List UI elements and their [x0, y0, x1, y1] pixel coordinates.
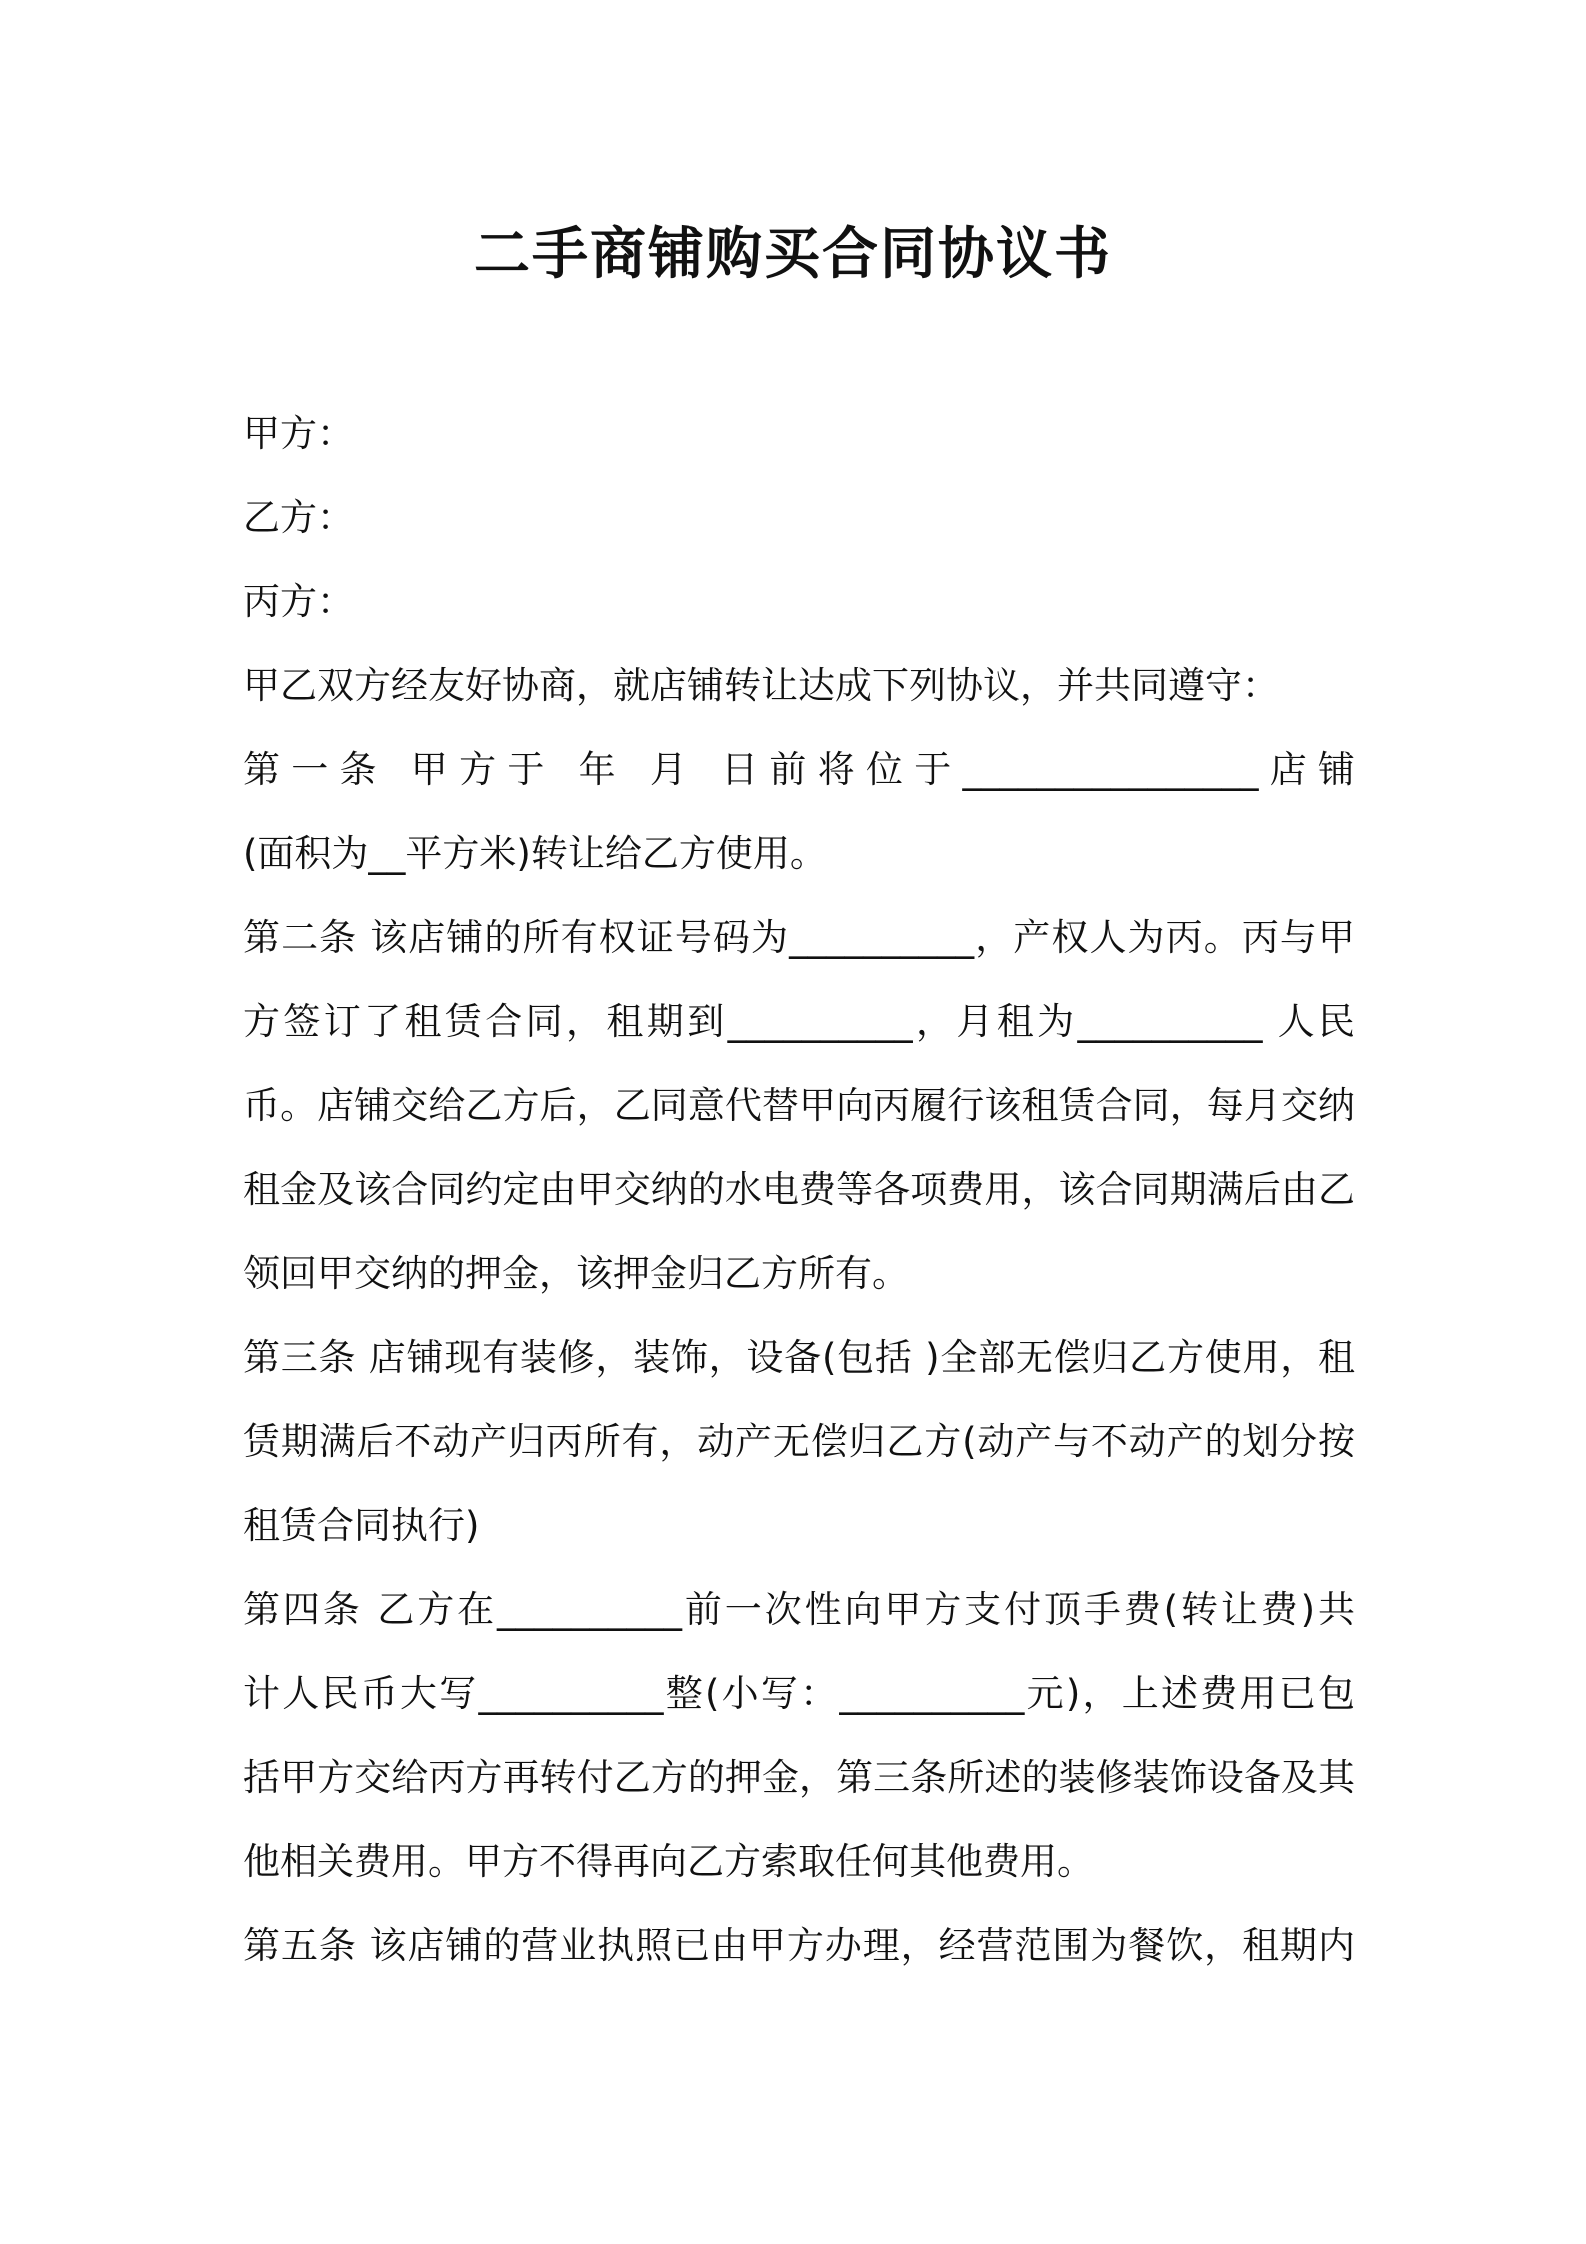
party-a-line: 甲方：: [243, 412, 354, 455]
article-2-line-3: 币。店铺交给乙方后，乙同意代替甲向丙履行该租赁合同，每月交纳: [243, 1084, 1355, 1127]
article-2-line-4: 租金及该合同约定由甲交纳的水电费等各项费用，该合同期满后由乙: [243, 1168, 1355, 1211]
party-b-line: 乙方：: [243, 496, 354, 539]
article-4-line-3: 括甲方交给丙方再转付乙方的押金，第三条所述的装修装饰设备及其: [243, 1756, 1355, 1799]
article-3-line-1: 第三条 店铺现有装修，装饰，设备(包括 )全部无偿归乙方使用，租: [243, 1336, 1355, 1379]
preamble-line: 甲乙双方经友好协商，就店铺转让达成下列协议，并共同遵守：: [243, 664, 1279, 707]
party-c-line: 丙方：: [243, 580, 354, 623]
article-2-line-5: 领回甲交纳的押金，该押金归乙方所有。: [243, 1252, 909, 1295]
article-3-line-2: 赁期满后不动产归丙所有，动产无偿归乙方(动产与不动产的划分按: [243, 1420, 1355, 1463]
article-5-line-1: 第五条 该店铺的营业执照已由甲方办理，经营范围为餐饮，租期内: [243, 1924, 1355, 1967]
document-title: 二手商铺购买合同协议书: [474, 222, 1112, 287]
article-4-line-4: 他相关费用。甲方不得再向乙方索取任何其他费用。: [243, 1840, 1094, 1883]
article-2-line-2: 方签订了租赁合同，租期到__________，月租为__________ 人民: [243, 1000, 1355, 1043]
article-4-line-1: 第四条 乙方在__________前一次性向甲方支付顶手费(转让费)共: [243, 1588, 1355, 1631]
article-4-line-2: 计人民币大写__________整(小写：__________元)，上述费用已包: [243, 1672, 1355, 1715]
article-1-line-1: 第一条 甲方于 年 月 日前将位于________________店铺: [243, 748, 1355, 791]
article-2-line-1: 第二条 该店铺的所有权证号码为__________，产权人为丙。丙与甲: [243, 916, 1355, 959]
article-1-line-2: (面积为__平方米)转让给乙方使用。: [243, 832, 827, 875]
article-3-line-3: 租赁合同执行): [243, 1504, 480, 1547]
